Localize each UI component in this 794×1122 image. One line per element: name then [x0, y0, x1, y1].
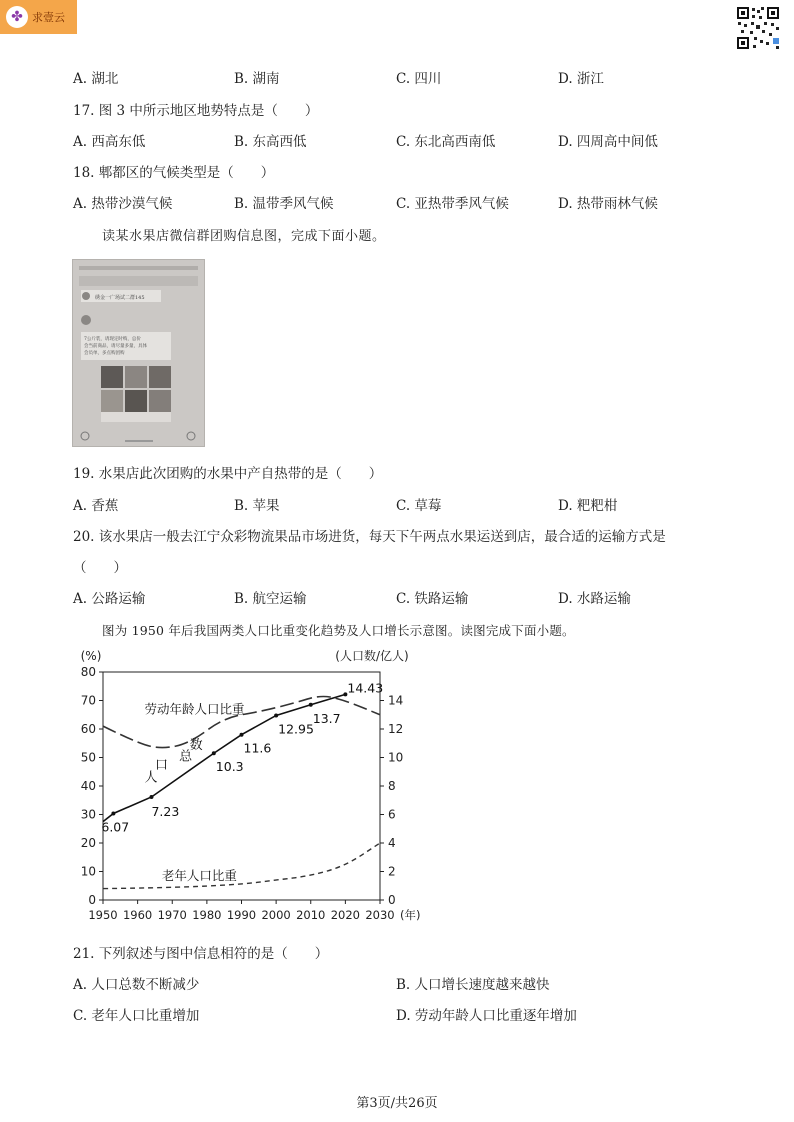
option-b[interactable]: B. 苹果: [234, 498, 280, 514]
logo-flower-icon: ✤: [6, 6, 28, 28]
x-tick-label: 1950: [88, 908, 118, 922]
phone-image: [73, 260, 204, 446]
left-tick-label: 40: [80, 779, 96, 793]
series-label-char: 数: [189, 737, 203, 753]
site-logo: [0, 0, 77, 34]
right-tick-label: 12: [388, 722, 404, 736]
population-point: [240, 733, 244, 737]
elderly-ratio-line: [103, 843, 380, 889]
population-point: [309, 703, 313, 707]
series-label-elderly: 老年人口比重: [161, 868, 237, 884]
series-label-char: 人: [144, 770, 158, 786]
right-tick-label: 2: [388, 864, 396, 879]
right-axis-label: (人口数/亿人): [335, 649, 409, 663]
q21-options-row2: [73, 1004, 753, 1024]
question-17-stem: 17. 图 3 中所示地区地势特点是（ ）: [73, 103, 319, 119]
question-18-stem: 18. 郫都区的气候类型是（ ）: [73, 165, 275, 181]
page-footer: 第3页/共26页: [356, 1096, 438, 1111]
population-data-label: 10.3: [215, 759, 244, 775]
x-tick-label: 1960: [122, 908, 153, 922]
series-label-char: 总: [179, 749, 193, 765]
option-b[interactable]: B. 温带季风气候: [234, 196, 334, 212]
right-tick-label: 4: [388, 836, 396, 850]
option-a[interactable]: A. 热带沙漠气候: [73, 196, 173, 212]
group-title-text: 绣金一广场试二群145: [95, 295, 145, 301]
right-tick-label: 6: [388, 807, 396, 822]
left-tick-label: 10: [80, 864, 96, 879]
series-label-working-age: 劳动年龄人口比重: [144, 701, 245, 717]
x-tick-label: 1970: [157, 908, 187, 922]
question-20-stem-cont: （ ）: [73, 560, 127, 576]
population-data-label: 11.6: [243, 740, 272, 756]
logo-text: 求壹云: [32, 11, 65, 24]
question-20-stem: 20. 该水果店一般去江宁众彩物流果品市场进货，每天下午两点水果运送到店，最合适的运输方式是: [73, 529, 666, 545]
option-b[interactable]: B. 人口增长速度越来越快: [396, 977, 550, 993]
question-21-stem: 21. 下列叙述与图中信息相符的是（ ）: [73, 946, 329, 962]
left-tick-label: 30: [80, 807, 96, 822]
q19-options: [73, 494, 753, 514]
left-tick-label: 50: [80, 750, 96, 765]
option-c[interactable]: C. 四川: [396, 71, 442, 87]
option-d[interactable]: D. 浙江: [558, 71, 604, 87]
option-d[interactable]: D. 劳动年龄人口比重逐年增加: [396, 1008, 577, 1024]
series-label-char: 口: [154, 757, 168, 773]
x-tick-label: 1980: [192, 908, 222, 922]
option-b[interactable]: B. 航空运输: [234, 591, 307, 607]
population-data-label: 13.7: [312, 710, 341, 726]
option-a[interactable]: A. 公路运输: [73, 591, 146, 607]
x-tick-label: 1990: [226, 908, 257, 922]
option-a[interactable]: A. 人口总数不断减少: [73, 977, 200, 993]
left-tick-label: 70: [80, 693, 96, 708]
left-tick-label: 0: [88, 893, 96, 907]
left-axis-label: (%): [80, 649, 102, 663]
option-a[interactable]: A. 西高东低: [73, 134, 146, 150]
option-b[interactable]: B. 东高西低: [234, 134, 307, 150]
group-message-line: 会员单，多点购团购: [84, 351, 125, 356]
option-a[interactable]: A. 湖北: [73, 71, 119, 87]
option-d[interactable]: D. 粑粑柑: [558, 498, 618, 514]
population-data-label: 6.07: [101, 819, 130, 835]
x-tick-label: 2020: [330, 908, 361, 922]
population-data-label: 12.95: [278, 721, 314, 737]
x-tick-label: 2010: [296, 908, 326, 922]
option-c[interactable]: C. 老年人口比重增加: [73, 1008, 200, 1024]
option-d[interactable]: D. 四周高中间低: [558, 134, 658, 150]
population-point: [212, 751, 216, 755]
x-axis-label: (年): [400, 908, 421, 922]
left-tick-label: 60: [80, 722, 96, 736]
q21-options: [73, 973, 753, 993]
right-tick-label: 8: [388, 779, 396, 793]
option-d[interactable]: D. 热带雨林气候: [558, 196, 658, 212]
population-chart: [70, 646, 430, 926]
option-c[interactable]: C. 东北高西南低: [396, 134, 496, 150]
population-point: [111, 812, 115, 816]
option-c[interactable]: C. 草莓: [396, 498, 442, 514]
population-point: [274, 713, 278, 717]
x-tick-label: 2030: [365, 908, 395, 922]
option-d[interactable]: D. 水路运输: [558, 591, 631, 607]
right-tick-label: 14: [388, 693, 404, 708]
q18-options: [73, 192, 753, 212]
right-tick-label: 0: [388, 893, 396, 907]
chart-intro-text: 图为 1950 年后我国两类人口比重变化趋势及人口增长示意图。读图完成下面小题。: [102, 623, 575, 638]
left-tick-label: 20: [80, 836, 96, 850]
q20-options: [73, 587, 753, 607]
right-tick-label: 10: [388, 750, 404, 765]
group-message-line: 会当前商品，请尽量多量，具体: [84, 344, 147, 349]
wechat-group-screenshot: [72, 259, 205, 447]
qr-code-icon: [736, 6, 780, 50]
population-data-label: 14.43: [347, 680, 384, 696]
group-message-line: 7公斤装，请现定时购，总价: [84, 337, 141, 342]
q16-options: [73, 67, 753, 87]
left-tick-label: 80: [80, 665, 96, 679]
question-19-stem: 19. 水果店此次团购的水果中产自热带的是（ ）: [73, 466, 383, 482]
option-a[interactable]: A. 香蕉: [73, 498, 119, 514]
option-b[interactable]: B. 湖南: [234, 71, 280, 87]
fruit-intro-text: 读某水果店微信群团购信息图，完成下面小题。: [102, 229, 386, 244]
population-data-label: 7.23: [151, 803, 180, 819]
population-point: [149, 795, 153, 799]
option-c[interactable]: C. 亚热带季风气候: [396, 196, 509, 212]
q17-options: [73, 130, 753, 150]
option-c[interactable]: C. 铁路运输: [396, 591, 469, 607]
x-tick-label: 2000: [261, 908, 291, 922]
